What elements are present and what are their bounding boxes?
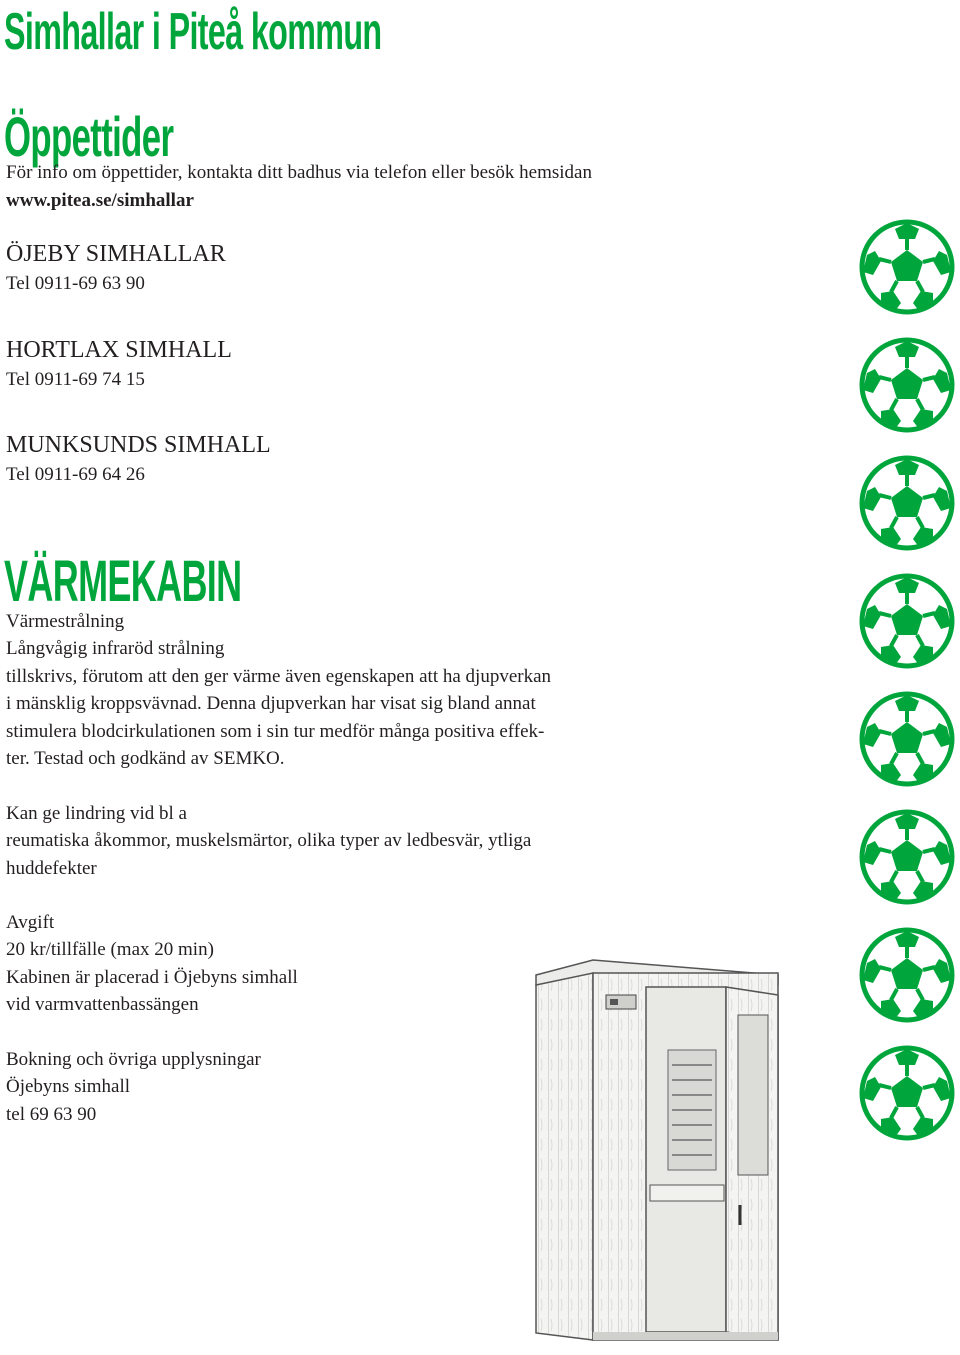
hall-name-ojeby: ÖJEBY SIMHALLAR: [6, 241, 226, 267]
cabin-line: Långvågig infraröd strålning: [6, 638, 225, 659]
booking-line: Öjebyns simhall: [6, 1076, 131, 1097]
relief-line: reumatiska åkommor, muskelsmärtor, olika typer av ledbesvär, ytliga: [6, 830, 532, 851]
hall-phone-munksund: Tel 0911-69 64 26: [6, 464, 145, 485]
soccer-ball-icon: [857, 1043, 957, 1143]
soccer-ball-icon: [857, 807, 957, 907]
sauna-cabin-image: [528, 955, 783, 1350]
page-title: Simhallar i Piteå kommun: [4, 3, 382, 61]
cabin-line: i mänsklig kroppsvävnad. Denna djupverkan har visat sig bland annat: [6, 693, 536, 714]
opening-hours-heading: Öppettider: [4, 105, 174, 168]
opening-hours-intro: För info om öppettider, kontakta ditt badhus via telefon eller besök hemsidan: [6, 162, 592, 183]
soccer-ball-icon: [857, 925, 957, 1025]
hall-phone-ojeby: Tel 0911-69 63 90: [6, 273, 145, 294]
cabin-line: Värmestrålning: [6, 611, 125, 632]
fee-line: Avgift: [6, 912, 55, 933]
soccer-ball-icon: [857, 571, 957, 671]
soccer-ball-icon: [857, 689, 957, 789]
relief-line: Kan ge lindring vid bl a: [6, 803, 187, 824]
cabin-line: stimulera blodcirkulationen som i sin tur medför många positiva effek-: [6, 721, 545, 742]
cabin-line: ter. Testad och godkänd av SEMKO.: [6, 748, 285, 769]
soccer-ball-icon: [857, 453, 957, 553]
booking-line: Bokning och övriga upplysningar: [6, 1049, 261, 1070]
booking-line: tel 69 63 90: [6, 1104, 97, 1125]
relief-line: huddefekter: [6, 858, 97, 879]
cabin-line: tillskrivs, förutom att den ger värme även egenskapen att ha djupverkan: [6, 666, 552, 687]
heat-cabin-heading: VÄRMEKABIN: [4, 549, 242, 614]
fee-line: Kabinen är placerad i Öjebyns simhall: [6, 967, 298, 988]
hall-name-hortlax: HORTLAX SIMHALL: [6, 337, 232, 363]
soccer-ball-icon: [857, 217, 957, 317]
hall-name-munksund: MUNKSUNDS SIMHALL: [6, 432, 271, 458]
hall-phone-hortlax: Tel 0911-69 74 15: [6, 369, 145, 390]
fee-line: vid varmvattenbassängen: [6, 994, 199, 1015]
fee-line: 20 kr/tillfälle (max 20 min): [6, 939, 214, 960]
website-link[interactable]: www.pitea.se/simhallar: [6, 190, 194, 211]
soccer-ball-icon: [857, 335, 957, 435]
